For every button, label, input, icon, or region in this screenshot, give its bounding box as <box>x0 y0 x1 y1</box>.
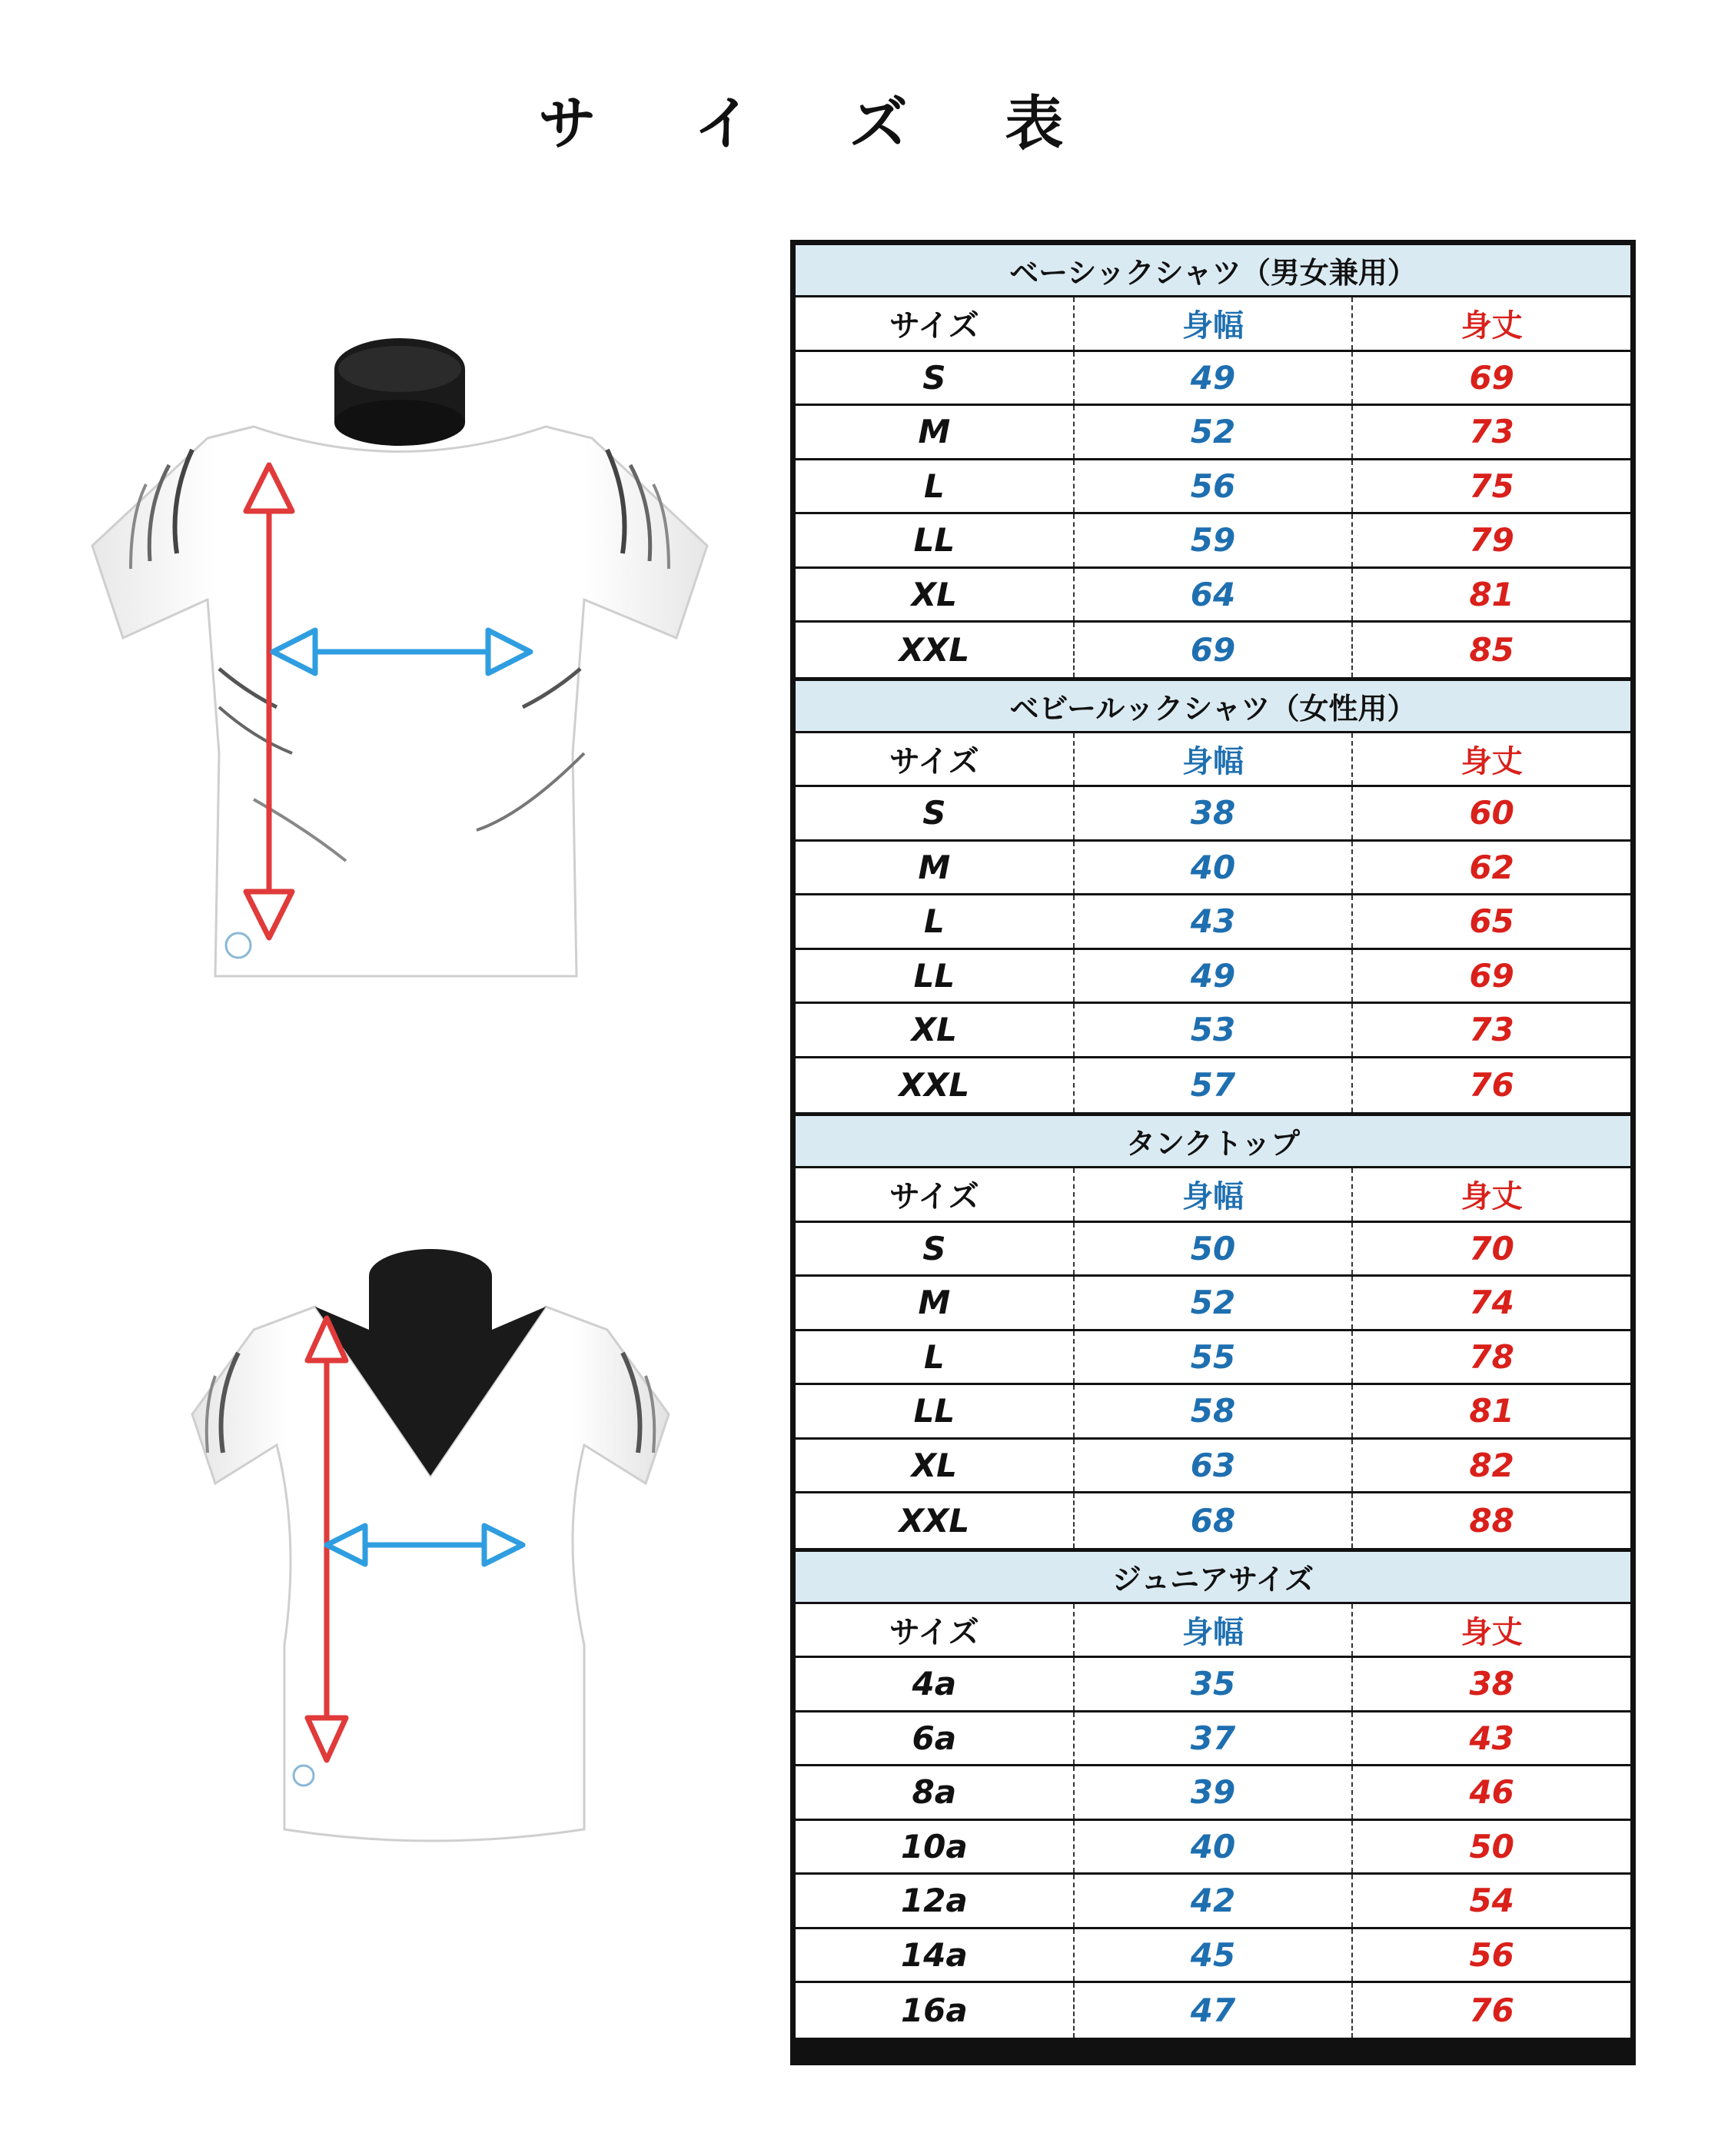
tshirt-diagram <box>77 323 730 992</box>
length-cell: 46 <box>1351 1766 1630 1819</box>
size-cell: XL <box>911 1446 957 1484</box>
length-cell: 69 <box>1351 352 1630 404</box>
table-row <box>796 1004 1630 1058</box>
width-cell: 49 <box>1073 950 1352 1002</box>
width-cell: 37 <box>1073 1713 1352 1765</box>
size-cell: 10a <box>900 1827 968 1865</box>
size-cell: LL <box>913 956 955 995</box>
width-cell: 58 <box>1073 1385 1352 1437</box>
section-title: ジュニアサイズ <box>796 1552 1630 1604</box>
size-table <box>790 240 1636 2065</box>
length-cell: 85 <box>1351 623 1630 677</box>
size-cell: LL <box>913 521 955 560</box>
width-cell: 55 <box>1073 1331 1352 1384</box>
size-column-header: サイズ <box>889 308 979 344</box>
width-cell: 38 <box>1073 787 1352 839</box>
width-cell: 52 <box>1073 1277 1352 1329</box>
table-row <box>796 623 1630 677</box>
size-cell: M <box>918 1284 951 1322</box>
size-column-header: サイズ <box>889 1614 979 1650</box>
table-row <box>796 1440 1630 1494</box>
table-row <box>796 1277 1630 1331</box>
section-title: ベーシックシャツ（男女兼用） <box>796 245 1630 297</box>
length-cell: 76 <box>1351 1983 1630 2038</box>
size-cell: 12a <box>900 1882 968 1920</box>
length-column-header: 身丈 <box>1351 1604 1630 1656</box>
size-section <box>796 681 1630 1113</box>
width-cell: 40 <box>1073 1821 1352 1873</box>
column-header-row <box>796 1168 1630 1223</box>
width-column-header: 身幅 <box>1073 1604 1352 1656</box>
size-cell: S <box>922 1229 946 1267</box>
width-cell: 42 <box>1073 1875 1352 1927</box>
length-cell: 79 <box>1351 514 1630 566</box>
size-cell: S <box>922 358 946 397</box>
length-cell: 81 <box>1351 1385 1630 1437</box>
size-column-header: サイズ <box>889 1179 979 1215</box>
width-cell: 43 <box>1073 895 1352 948</box>
size-cell: L <box>923 902 945 941</box>
section-title: ベビールックシャツ（女性用） <box>796 681 1630 733</box>
length-cell: 50 <box>1351 1821 1630 1873</box>
width-cell: 49 <box>1073 352 1352 404</box>
length-cell: 69 <box>1351 950 1630 1002</box>
table-row <box>796 1658 1630 1713</box>
page-title: サ イ ズ 表 <box>538 89 1102 158</box>
size-cell: S <box>922 794 946 832</box>
table-row <box>796 352 1630 407</box>
size-cell: XXL <box>899 1066 970 1105</box>
vneck-shirt-diagram <box>169 1245 692 1852</box>
width-cell: 45 <box>1073 1929 1352 1982</box>
length-cell: 54 <box>1351 1875 1630 1927</box>
length-cell: 81 <box>1351 569 1630 621</box>
width-cell: 68 <box>1073 1493 1352 1548</box>
table-row <box>796 950 1630 1005</box>
length-cell: 43 <box>1351 1713 1630 1765</box>
table-row <box>796 406 1630 460</box>
width-cell: 57 <box>1073 1058 1352 1113</box>
width-cell: 39 <box>1073 1766 1352 1819</box>
width-cell: 53 <box>1073 1004 1352 1056</box>
width-cell: 59 <box>1073 514 1352 566</box>
length-cell: 73 <box>1351 1004 1630 1056</box>
table-row <box>796 514 1630 569</box>
table-row <box>796 569 1630 623</box>
table-row <box>796 787 1630 842</box>
size-cell: L <box>923 1337 945 1376</box>
length-cell: 76 <box>1351 1058 1630 1113</box>
size-cell: XL <box>911 575 957 613</box>
size-column-header: サイズ <box>889 743 979 779</box>
size-cell: 8a <box>912 1773 957 1812</box>
width-cell: 40 <box>1073 842 1352 894</box>
length-cell: 60 <box>1351 787 1630 839</box>
size-cell: XL <box>911 1011 957 1049</box>
size-cell: L <box>923 467 945 505</box>
column-header-row <box>796 733 1630 788</box>
length-cell: 74 <box>1351 1277 1630 1329</box>
width-cell: 69 <box>1073 623 1352 677</box>
size-cell: 16a <box>900 1991 968 2029</box>
column-header-row <box>796 297 1630 352</box>
length-cell: 65 <box>1351 895 1630 948</box>
width-column-header: 身幅 <box>1073 733 1352 786</box>
size-cell: 4a <box>912 1665 957 1703</box>
length-cell: 78 <box>1351 1331 1630 1384</box>
length-column-header: 身丈 <box>1351 1168 1630 1221</box>
size-cell: XXL <box>899 1501 970 1540</box>
length-cell: 62 <box>1351 842 1630 894</box>
length-cell: 75 <box>1351 460 1630 513</box>
size-cell: 6a <box>912 1719 957 1757</box>
size-cell: M <box>918 413 951 451</box>
size-section <box>796 1552 1630 2038</box>
table-row <box>796 1929 1630 1984</box>
length-cell: 82 <box>1351 1440 1630 1492</box>
size-section <box>796 1116 1630 1548</box>
table-row <box>796 842 1630 896</box>
size-cell: XXL <box>899 630 970 669</box>
width-cell: 64 <box>1073 569 1352 621</box>
column-header-row <box>796 1604 1630 1659</box>
length-cell: 73 <box>1351 406 1630 458</box>
width-cell: 63 <box>1073 1440 1352 1492</box>
length-column-header: 身丈 <box>1351 297 1630 350</box>
length-cell: 88 <box>1351 1493 1630 1548</box>
size-cell: M <box>918 848 951 886</box>
width-cell: 35 <box>1073 1658 1352 1710</box>
width-cell: 47 <box>1073 1983 1352 2038</box>
length-cell: 56 <box>1351 1929 1630 1982</box>
table-row <box>796 1713 1630 1767</box>
table-row <box>796 1983 1630 2038</box>
table-row <box>796 1331 1630 1386</box>
table-row <box>796 1821 1630 1875</box>
table-row <box>796 460 1630 515</box>
table-row <box>796 1493 1630 1548</box>
width-cell: 56 <box>1073 460 1352 513</box>
size-cell: LL <box>913 1392 955 1430</box>
table-row <box>796 1058 1630 1113</box>
table-row <box>796 895 1630 950</box>
width-column-header: 身幅 <box>1073 297 1352 350</box>
width-column-header: 身幅 <box>1073 1168 1352 1221</box>
size-section <box>796 245 1630 677</box>
length-column-header: 身丈 <box>1351 733 1630 786</box>
table-row <box>796 1223 1630 1277</box>
table-row <box>796 1766 1630 1821</box>
width-cell: 52 <box>1073 406 1352 458</box>
table-row <box>796 1385 1630 1440</box>
table-row <box>796 1875 1630 1929</box>
length-cell: 38 <box>1351 1658 1630 1710</box>
section-title: タンクトップ <box>796 1116 1630 1168</box>
size-cell: 14a <box>900 1935 968 1974</box>
length-cell: 70 <box>1351 1223 1630 1275</box>
width-cell: 50 <box>1073 1223 1352 1275</box>
